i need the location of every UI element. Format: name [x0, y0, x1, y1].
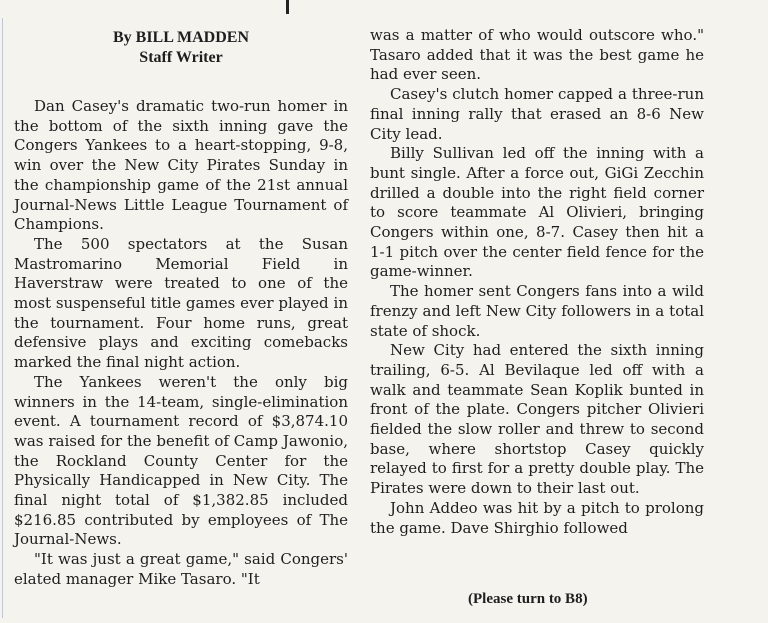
article-paragraph: The homer sent Congers fans into a wild frenzy and left New City followers in a total state of shock.: [370, 282, 704, 340]
left-column: [14, 28, 348, 590]
article-paragraph: New City had entered the sixth inning trailing, 6-5. Al Bevilaque led off with a walk and teammate Sean Koplik bunted in front of the plate. Congers pitcher Olivieri fielded the slow roller and threw to second base, where shortstop Casey quickly relayed to first for a pretty double play. The Pirates were down to their last out.: [370, 341, 704, 498]
byline: [14, 28, 348, 68]
byline-name: By BILL MADDEN: [112, 29, 250, 46]
article-paragraph: The 500 spectators at the Susan Mastromarino Memorial Field in Haverstraw were treated to one of the most suspenseful title games ever played in the tournament. Four home runs, great defensive plays and exciting comebacks marked the final night action.: [14, 234, 348, 372]
article-paragraph: "It was just a great game," said Congers' elated manager Mike Tasaro. "It: [14, 550, 348, 588]
article-paragraph: Billy Sullivan led off the inning with a bunt single. After a force out, GiGi Zecchin drilled a double into the right field corner to score teammate Al Olivieri, bringing Congers within one, 8-7. Casey then hit a 1-1 pitch over the center field fence for the game-winner.: [370, 144, 704, 281]
byline-title: Staff Writer: [139, 49, 223, 66]
article-paragraph: John Addeo was hit by a pitch to prolong the game. Dave Shirghio followed: [370, 498, 704, 537]
article-paragraph-continued: was a matter of who would outscore who." Tasaro added that it was the best game he had ever seen.: [370, 26, 704, 84]
article-paragraph: Casey's clutch homer capped a three-run final inning rally that erased an 8-6 New City lead.: [370, 85, 704, 143]
column-rule: [2, 18, 3, 618]
right-column: [370, 26, 704, 538]
headline-fragment-mark: [286, 0, 289, 14]
article-paragraph: Dan Casey's dramatic two-run homer in the bottom of the sixth inning gave the Congers Yankees to a heart-stopping, 9-8, win over the New City Pirates Sunday in the championship game of the 21st annual Journal-News Little League Tournament of Champions.: [14, 97, 348, 234]
article-paragraph: The Yankees weren't the only big winners in the 14-team, single-elimination event. A tournament record of $3,874.10 was raised for the benefit of Camp Jawonio, the Rockland County Center for the Physically Handicapped in New City. The final night total of $1,382.85 included $216.85 contributed by employees of The Journal-News.: [14, 372, 348, 549]
continued-jump-line: (Please turn to B8): [468, 591, 588, 607]
